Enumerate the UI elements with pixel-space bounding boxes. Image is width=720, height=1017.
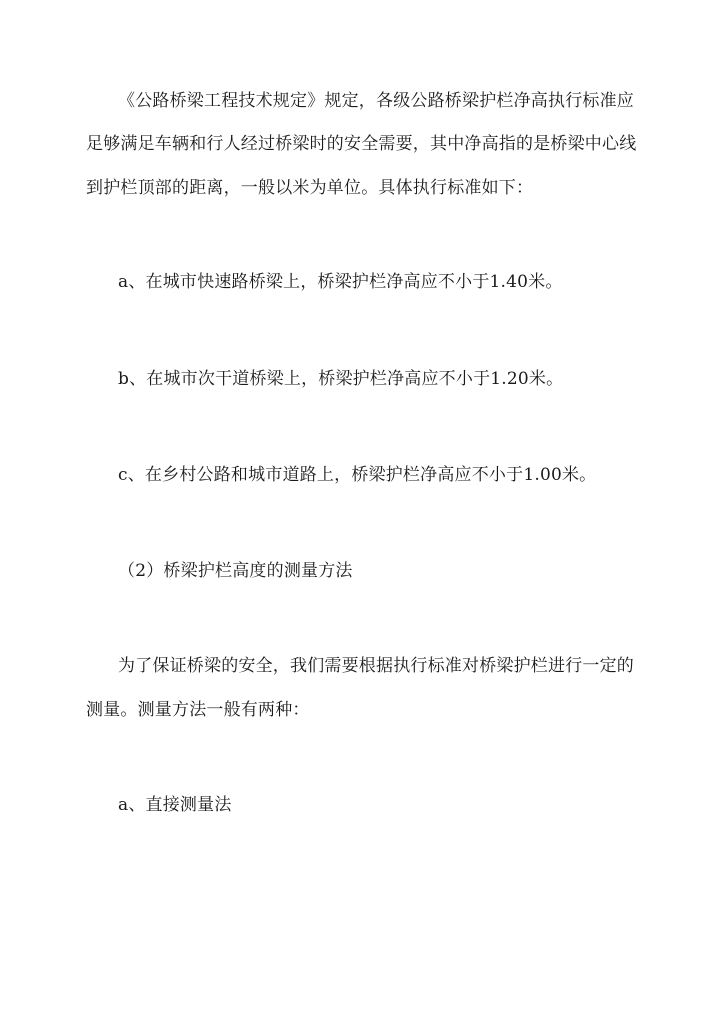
intro-paragraph-line-1: 《公路桥梁工程技术规定》规定，各级公路桥梁护栏净高执行标准应 [118, 91, 634, 111]
method-a-item: a、直接测量法 [118, 795, 232, 815]
intro-paragraph-line-3: 到护栏顶部的距离，一般以米为单位。具体执行标准如下： [86, 178, 534, 198]
standard-item-a: a、在城市快速路桥梁上，桥梁护栏净高应不小于1.40米。 [118, 272, 563, 292]
standard-item-b: b、在城市次干道桥梁上，桥梁护栏净高应不小于1.20米。 [118, 369, 564, 389]
measure-paragraph-line-1: 为了保证桥梁的安全，我们需要根据执行标准对桥梁护栏进行一定的 [118, 656, 634, 676]
section-heading: （2）桥梁护栏高度的测量方法 [118, 561, 353, 581]
intro-paragraph-line-2: 足够满足车辆和行人经过桥梁时的安全需要，其中净高指的是桥梁中心线 [86, 134, 637, 154]
measure-paragraph-line-2: 测量。测量方法一般有两种： [86, 700, 310, 720]
standard-item-c: c、在乡村公路和城市道路上，桥梁护栏净高应不小于1.00米。 [118, 465, 597, 485]
